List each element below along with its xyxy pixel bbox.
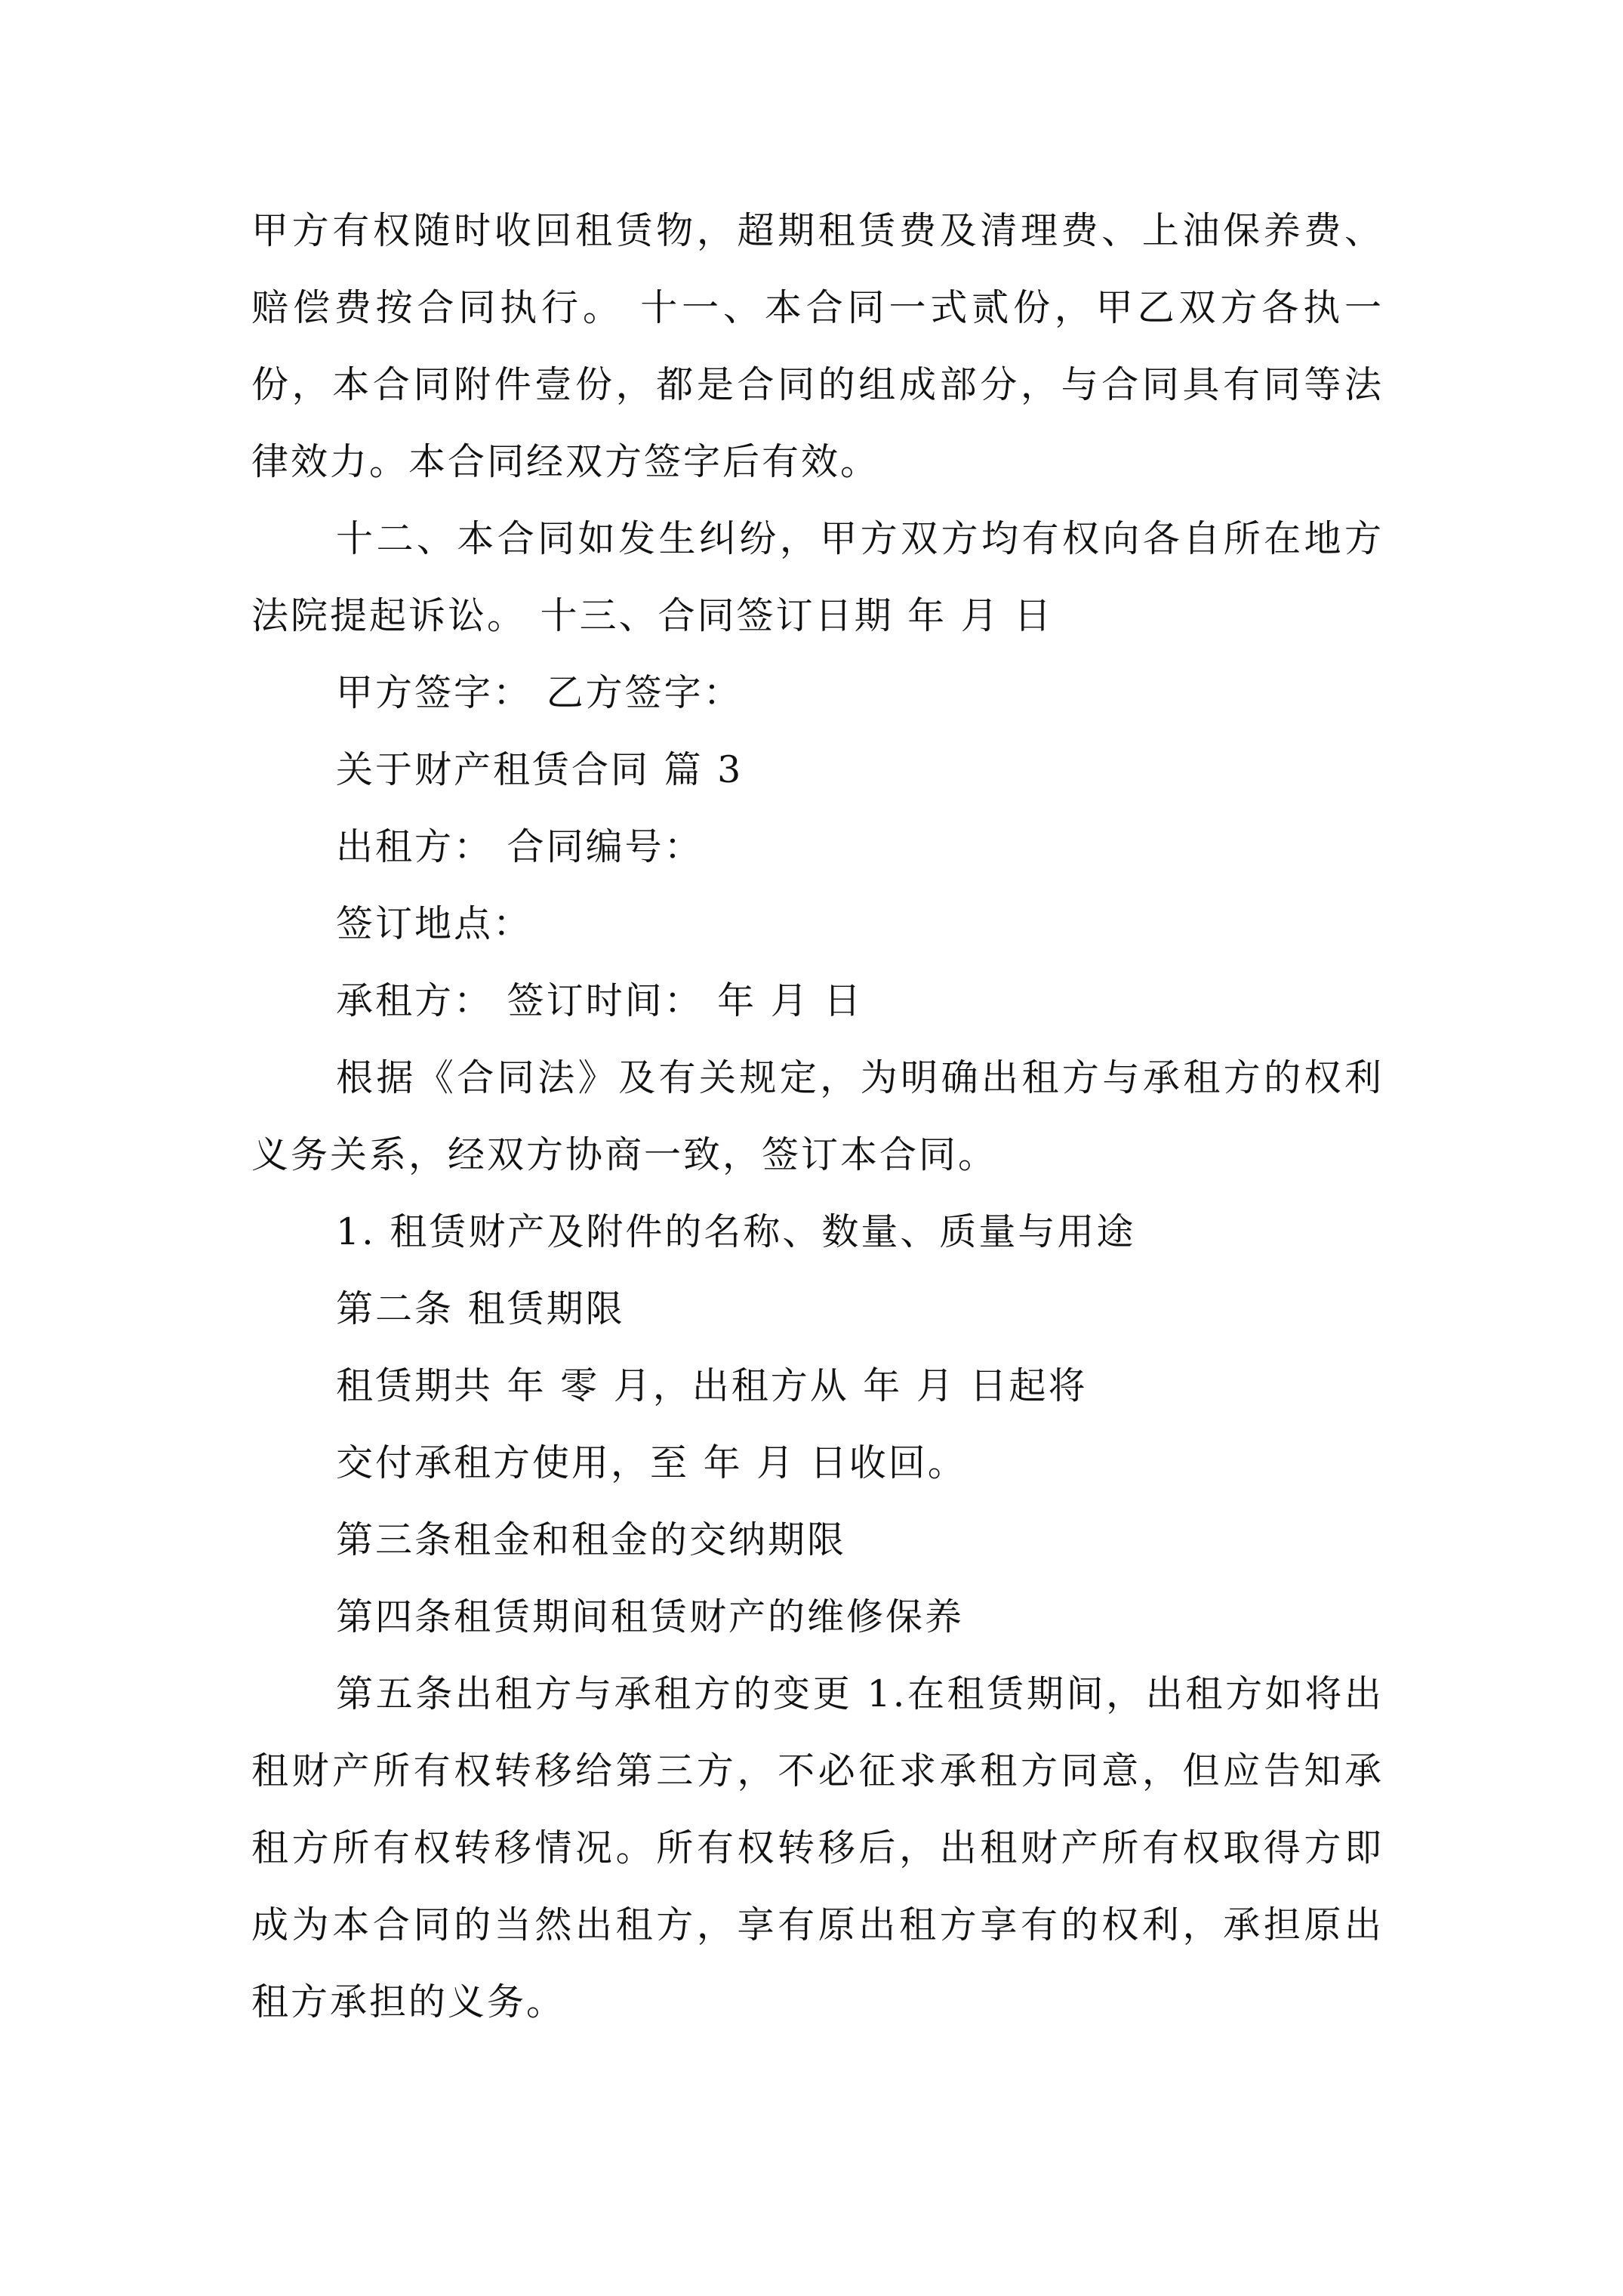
paragraph-dispute-and-signing-date: 十二、本合同如发生纠纷，甲方双方均有权向各自所在地方法院提起诉讼。 十三、合同签订日期 年 月 日	[251, 517, 1384, 637]
clause-2-term-line-2: 交付承租方使用，至 年 月 日收回。	[336, 1441, 967, 1484]
clause-1-property: 1. 租赁财产及附件的名称、数量、质量与用途	[336, 1210, 1136, 1253]
clause-4-heading: 第四条租赁期间租赁财产的维修保养	[336, 1595, 965, 1638]
section-heading: 关于财产租赁合同 篇 3	[336, 748, 744, 791]
paragraph-preamble: 根据《合同法》及有关规定，为明确出租方与承租方的权利义务关系，经双方协商一致，签订本合同。	[251, 1056, 1384, 1176]
clause-2-term-line-1: 租赁期共 年 零 月，出租方从 年 月 日起将	[336, 1364, 1088, 1407]
paragraph-lease-recovery-and-copies: 甲方有权随时收回租赁物，超期租赁费及清理费、上油保养费、赔偿费按合同执行。 十一、本合同一式贰份，甲乙双方各执一份，本合同附件壹份，都是合同的组成部分，与合同具有同等法律效力。本合同经双方签字后有效。	[251, 209, 1384, 483]
paragraph-signatures: 甲方签字： 乙方签字：	[336, 671, 743, 714]
field-signing-place: 签订地点：	[336, 902, 533, 945]
field-lessee-signing-time: 承租方： 签订时间： 年 月 日	[336, 979, 864, 1022]
clause-5-change-of-parties: 第五条出租方与承租方的变更 1.在租赁期间，出租方如将出租财产所有权转移给第三方，不必征求承租方同意，但应告知承租方所有权转移情况。所有权转移后，出租财产所有权取得方即成为本合同的当然出租方，享有原出租方享有的权利，承担原出租方承担的义务。	[251, 1672, 1384, 2023]
clause-2-heading: 第二条 租赁期限	[336, 1287, 625, 1330]
document-body	[251, 193, 1384, 2041]
field-lessor-contract-number: 出租方： 合同编号：	[336, 825, 704, 868]
clause-3-heading: 第三条租金和租金的交纳期限	[336, 1518, 847, 1561]
